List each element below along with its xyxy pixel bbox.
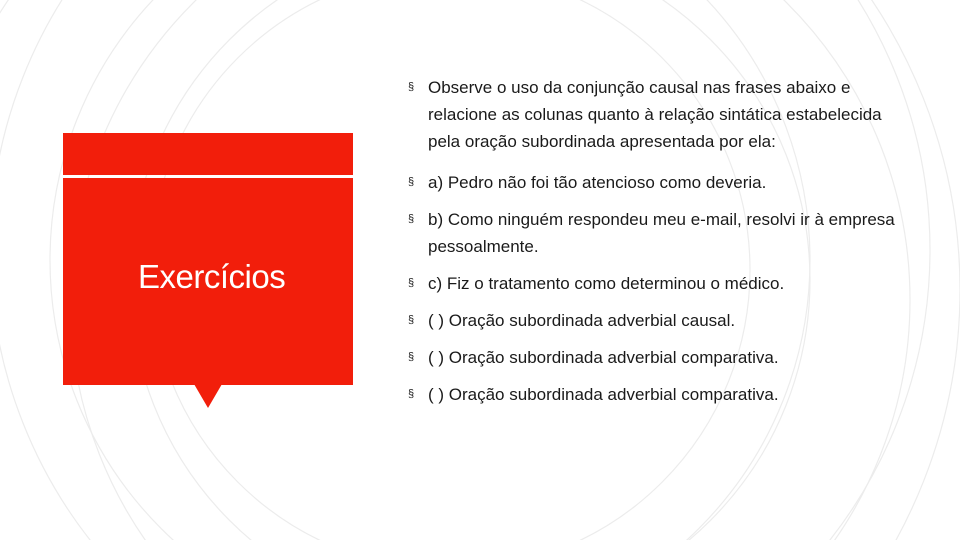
list-item-text: c) Fiz o tratamento como determinou o médico. (428, 274, 785, 293)
content-list (408, 74, 908, 418)
list-item (408, 344, 908, 371)
list-item-text: Observe o uso da conjunção causal nas frases abaixo e relacione as colunas quanto à relação sintática estabelecida pela oração subordinada apresentada por ela: (428, 78, 882, 151)
list-item (408, 74, 908, 155)
bullet-icon: § (408, 213, 415, 225)
list-item (408, 169, 908, 196)
bullet-icon: § (408, 388, 415, 400)
list-item-text: b) Como ninguém respondeu meu e-mail, resolvi ir à empresa pessoalmente. (428, 210, 895, 256)
slide-title: Exercícios (138, 258, 286, 295)
list-item (408, 307, 908, 334)
list-item (408, 381, 908, 408)
bullet-icon: § (408, 314, 415, 326)
list-item-text: ( ) Oração subordinada adverbial causal. (428, 311, 736, 330)
list-item (408, 270, 908, 297)
bullet-icon: § (408, 176, 415, 188)
bullet-icon: § (408, 81, 415, 93)
title-pointer (194, 384, 222, 408)
bullet-icon: § (408, 351, 415, 363)
list-item (408, 206, 908, 260)
title-accent-strip (63, 133, 353, 175)
list-item-text: ( ) Oração subordinada adverbial comparativa. (428, 348, 779, 367)
bullet-icon: § (408, 277, 415, 289)
list-item-text: ( ) Oração subordinada adverbial comparativa. (428, 385, 779, 404)
list-item-text: a) Pedro não foi tão atencioso como deveria. (428, 173, 767, 192)
